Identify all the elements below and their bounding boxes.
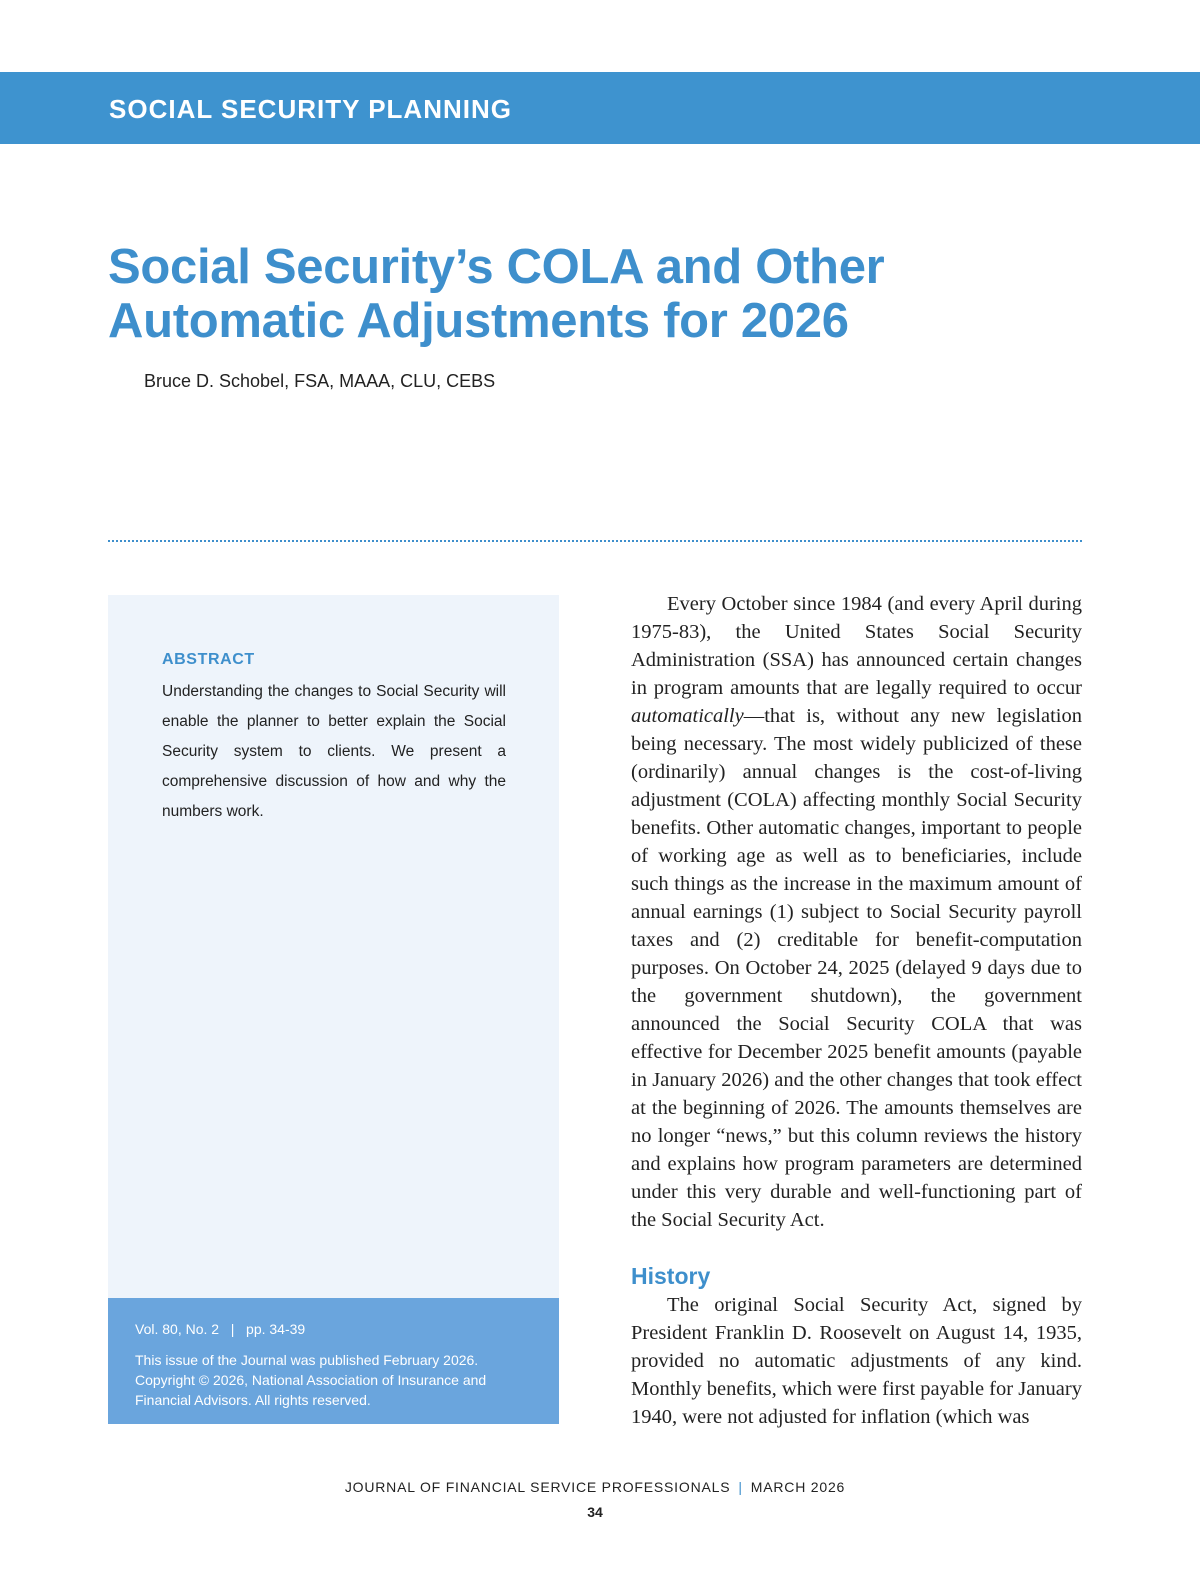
section-banner-label: SOCIAL SECURITY PLANNING: [109, 94, 512, 124]
intro-text-end: —that is, without any new legislation being necessary. The most widely publicized of these (ordinarily) annual changes is the cost-of-living adjustment (COLA) affecting monthly Social Security benefits. Other automatic changes, important to people of working age as well as to beneficiaries, include such things as the increase in the maximum amount of annual earnings (1) subject to Social Security payroll taxes and (2) creditable for benefit-computation purposes. On October 24, 2025 (delayed 9 days due to the government shutdown), the government announced the Social Security COLA that was effective for December 2025 benefit amounts (payable in January 2026) and the other changes that took effect at the beginning of 2026. The amounts themselves are no longer “news,” but this column reviews the history and explains how program parameters are determined under this very durable and well-functioning part of the Social Security Act.: [631, 705, 1082, 1231]
page-range: pp. 34-39: [246, 1321, 306, 1337]
history-heading: History: [631, 1263, 711, 1289]
issue-date: MARCH 2026: [750, 1479, 846, 1495]
intro-text-start: Every October since 1984 (and every April during 1975-83), the United States Social Security Administration (SSA) has announced certain changes in program amounts that are legally required to occur: [631, 593, 1082, 699]
publication-info-box: [108, 1298, 559, 1424]
publication-note: This issue of the Journal was published February 2026. Copyright © 2026, National Association of Insurance and Financial Advisors. All rights reserved.: [135, 1352, 487, 1408]
intro-paragraph: [631, 590, 1082, 1234]
intro-column: [631, 590, 1082, 1234]
page-number: 34: [587, 1504, 603, 1520]
history-column: [631, 1291, 1082, 1431]
intro-italic-word: automatically: [631, 705, 744, 727]
article-author: Bruce D. Schobel, FSA, MAAA, CLU, CEBS: [144, 371, 496, 391]
section-banner: [0, 72, 1200, 144]
volume-separator: |: [230, 1321, 235, 1337]
history-paragraph: The original Social Security Act, signed by President Franklin D. Roosevelt on August 14, 1935, provided no automatic adjustments of any kind. Monthly benefits, which were first payable for January 1940, were not adjusted for inflation (which was: [631, 1294, 1082, 1428]
abstract-heading: ABSTRACT: [162, 651, 255, 668]
abstract-body: Understanding the changes to Social Security will enable the planner to better explain the Social Security system to clients. We present a comprehensive discussion of how and why the numbers work.: [162, 683, 506, 820]
volume-number: Vol. 80, No. 2: [135, 1321, 220, 1337]
footer-separator: |: [738, 1479, 743, 1495]
journal-name: JOURNAL OF FINANCIAL SERVICE PROFESSIONALS: [344, 1479, 731, 1495]
section-divider: [108, 540, 1082, 542]
article-title: Social Security’s COLA and Other Automatic Adjustments for 2026: [108, 240, 885, 348]
volume-line: [135, 1320, 305, 1338]
journal-footer: [0, 1478, 1190, 1496]
